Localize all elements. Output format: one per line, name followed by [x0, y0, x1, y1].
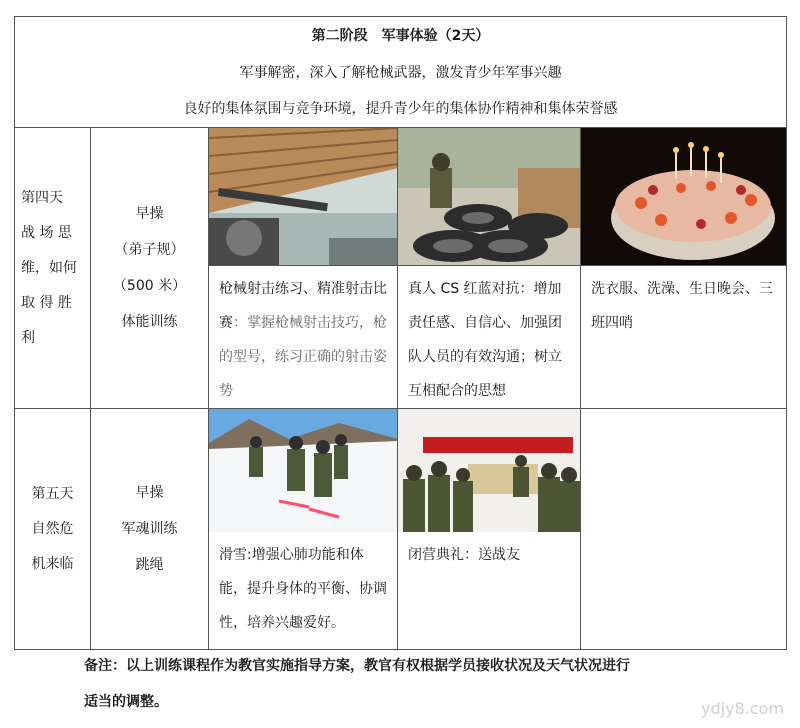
activity-title: 洗衣服、洗澡、生日晚会、三班四哨 [591, 281, 773, 331]
morning-item: （弟子规） [114, 242, 185, 258]
shooting-range-photo [209, 128, 397, 266]
morning-item: （500 米） [112, 278, 187, 294]
morning-item: 早操 [135, 206, 164, 222]
activity-cell-empty [581, 409, 787, 650]
closing-ceremony-photo [398, 409, 580, 532]
activity-title: 闭营典礼：送战友 [408, 547, 520, 563]
activity-title: 滑雪:增强心肺功能和体能，提升身体的平衡、协调性，培养兴趣爱好。 [219, 547, 387, 631]
morning-item: 体能训练 [121, 314, 178, 330]
day-label: 战 场 思 [21, 224, 72, 241]
morning-item: 跳绳 [135, 557, 164, 573]
skiing-photo [209, 409, 397, 532]
day-label: 第四天 [21, 189, 63, 206]
activity-cell [398, 409, 581, 650]
day-label: 维，如何 [21, 259, 77, 276]
morning-item: 军魂训练 [121, 521, 178, 537]
day-label: 机来临 [31, 555, 74, 572]
day-label: 自然危 [31, 520, 74, 537]
activity-desc: ：掌握枪械射击技巧，枪的型号，练习正确的射击姿势 [219, 315, 387, 399]
morning-cell [91, 128, 209, 409]
morning-item: 早操 [135, 485, 164, 501]
day-label: 取 得 胜 [21, 294, 72, 311]
activity-title: 枪械射击练习、精准射击比赛 [219, 281, 387, 331]
activity-text [398, 266, 580, 408]
activity-title: 真人 CS 红蓝对抗：增加责任感、自信心、加强团队人员的有效沟通；树立互相配合的思想 [408, 281, 562, 399]
watermark: ydjy8.com [701, 699, 784, 718]
activity-text [398, 532, 580, 572]
stage-goal-2: 良好的集体氛围与竞争环境，提升青少年的集体协作精神和集体荣誉感 [183, 101, 618, 117]
activity-text [209, 532, 397, 640]
schedule-table [14, 16, 787, 650]
remark-line: 适当的调整。 [84, 694, 168, 710]
stage-header [15, 17, 787, 128]
birthday-cake-photo [581, 128, 786, 266]
activity-cell [209, 409, 398, 650]
activity-text [209, 266, 397, 408]
activity-text [581, 266, 786, 340]
remark-line: 备注：以上训练课程作为教官实施指导方案，教官有权根据学员接收状况及天气状况进行 [84, 658, 630, 674]
stage-title: 第二阶段 军事体验（2天） [311, 28, 490, 44]
day-label: 利 [21, 329, 35, 346]
day-label: 第五天 [31, 485, 74, 502]
activity-cell [581, 128, 787, 409]
activity-cell [398, 128, 581, 409]
stage-goal-1: 军事解密，深入了解枪械武器，激发青少年军事兴趣 [239, 65, 562, 81]
activity-cell [209, 128, 398, 409]
day-cell [15, 409, 91, 650]
morning-cell [91, 409, 209, 650]
day-cell [15, 128, 91, 409]
remark-note [84, 648, 764, 720]
cs-paintball-photo [398, 128, 580, 266]
